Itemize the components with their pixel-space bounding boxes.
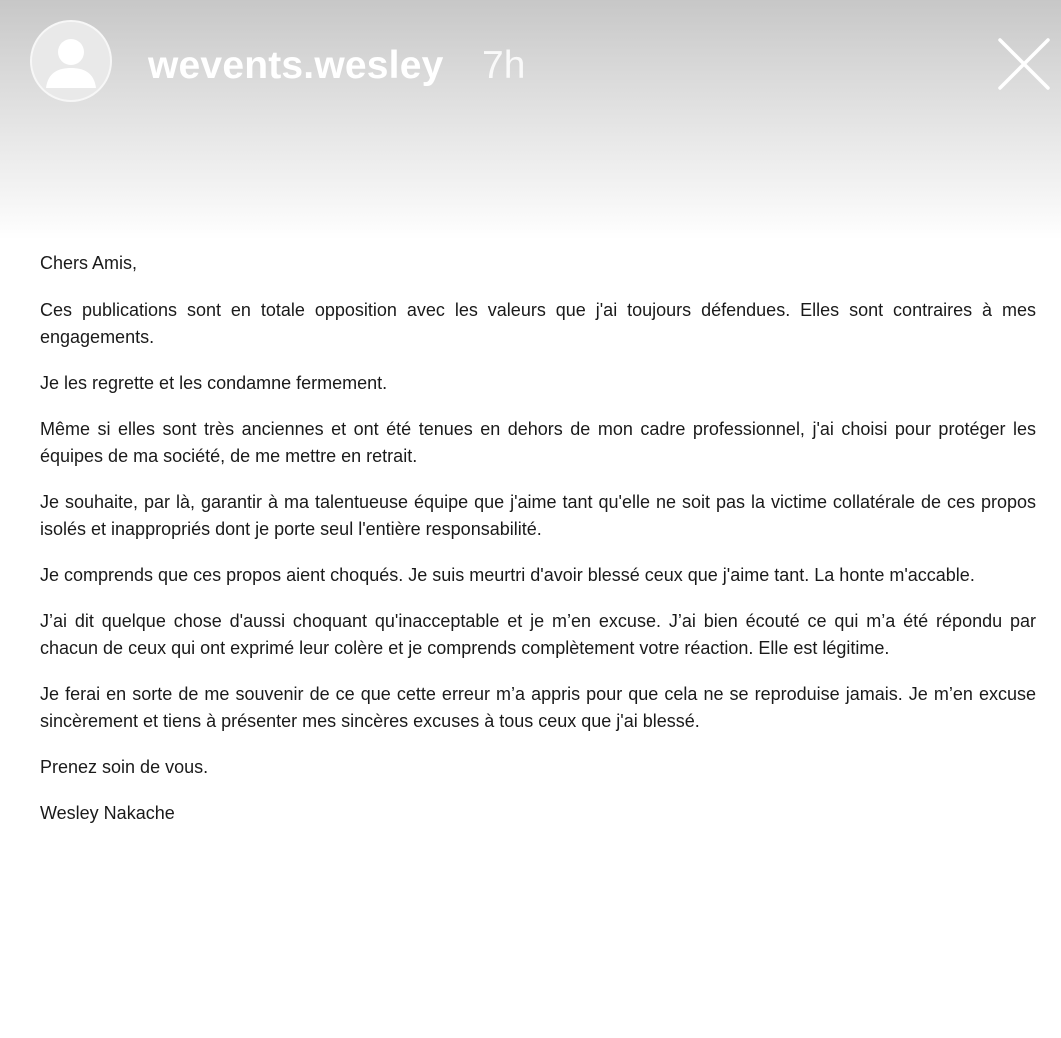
letter-closing: Prenez soin de vous. — [40, 757, 209, 777]
letter-signature: Wesley Nakache — [40, 803, 175, 823]
letter-paragraph: Même si elles sont très anciennes et ont été tenues en dehors de mon cadre professionnel, j'ai choisi pour protéger les équipes de ma société, de me mettre en retrait. — [40, 419, 1036, 466]
letter-paragraph: Je ferai en sorte de me souvenir de ce que cette erreur m’a appris pour que cela ne se reproduise jamais. Je m’en excuse sincèrement et tiens à présenter mes sincères excuses à tous ceux que j'ai blessé. — [40, 684, 1036, 731]
story-timestamp: 7h — [482, 44, 526, 87]
letter-paragraph: Ces publications sont en totale opposition avec les valeurs que j'ai toujours défendues. Elles sont contraires à mes engagements. — [40, 300, 1036, 347]
letter-greeting: Chers Amis, — [40, 253, 138, 273]
letter-document — [40, 250, 1036, 827]
close-icon — [994, 34, 1054, 94]
avatar[interactable] — [30, 20, 112, 102]
letter-paragraph: Je les regrette et les condamne fermement. — [40, 373, 388, 393]
default-avatar-icon — [32, 22, 110, 100]
close-button[interactable] — [994, 34, 1054, 94]
story-header — [0, 0, 1061, 130]
story-username[interactable]: wevents.wesley — [148, 44, 444, 87]
letter-paragraph: Je comprends que ces propos aient choqués. Je suis meurtri d'avoir blessé ceux que j'aime tant. La honte m'accable. — [40, 565, 975, 585]
letter-paragraph: Je souhaite, par là, garantir à ma talentueuse équipe que j'aime tant qu'elle ne soit pas la victime collatérale de ces propos isolés et inappropriés dont je porte seul l'entière responsabilité. — [40, 492, 1036, 539]
letter-paragraph: J’ai dit quelque chose d'aussi choquant qu'inacceptable et je m’en excuse. J’ai bien écouté ce qui m’a été répondu par chacun de ceux qui ont exprimé leur colère et je comprends complètement votre réaction. Elle est légitime. — [40, 611, 1036, 658]
